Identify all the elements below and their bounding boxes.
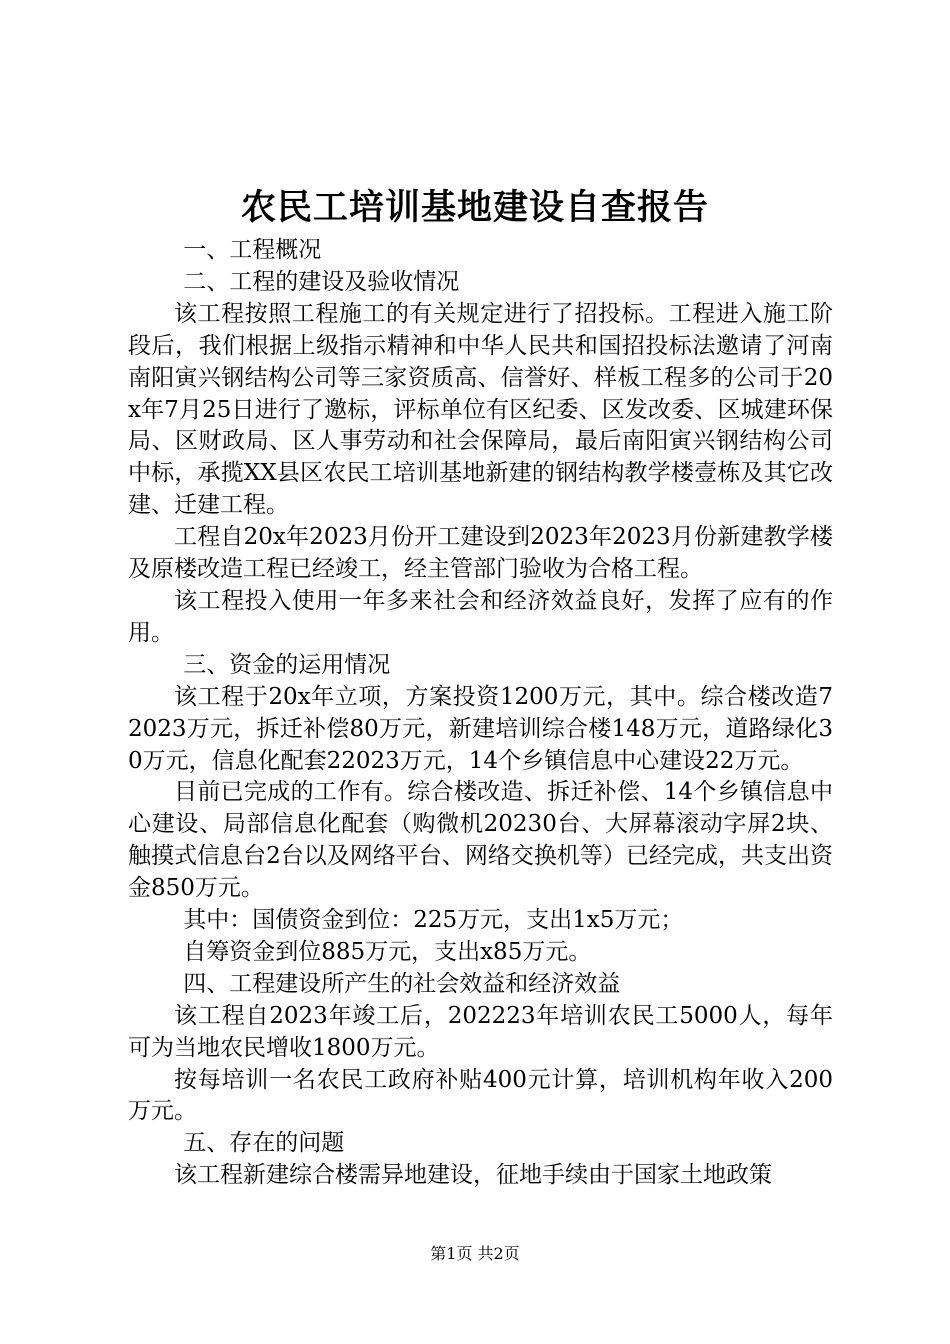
body-paragraph: 该工程按照工程施工的有关规定进行了招投标。工程进入施工阶段后，我们根据上级指示精神和中华人民共和国招投标法邀请了河南南阳寅兴钢结构公司等三家资质高、信誉好、样板工程多的公司于20x年7月25日进行了邀标，评标单位有区纪委、区发改委、区城建环保局、区财政局、区人事劳动和社会保障局，最后南阳寅兴钢结构公司中标，承揽XX县区农民工培训基地新建的钢结构教学楼壹栋及其它改建、迁建工程。 <box>128 300 833 519</box>
body-paragraph: 该工程新建综合楼需异地建设，征地手续由于国家土地政策 <box>174 1162 772 1189</box>
body-paragraph: 该工程于20x年立项，方案投资1200万元，其中。综合楼改造72023万元，拆迁补偿80万元，新建培训综合楼148万元，道路绿化30万元，信息化配套22023万元，14个乡镇信息中心建设22万元。 <box>128 683 833 774</box>
section-heading: 自筹资金到位885万元，支出x85万元。 <box>183 938 592 965</box>
body-paragraph: 工程自20x年2023月份开工建设到2023年2023月份新建教学楼及原楼改造工程已经竣工，经主管部门验收为合格工程。 <box>128 524 833 583</box>
section-heading: 四、工程建设所产生的社会效益和经济效益 <box>183 970 621 997</box>
body-paragraph: 该工程自2023年竣工后，202223年培训农民工5000人，每年可为当地农民增收1800万元。 <box>128 1002 833 1061</box>
section-heading: 一、工程概况 <box>183 237 322 263</box>
section-heading: 二、工程的建设及验收情况 <box>183 268 460 295</box>
body-paragraph: 按每培训一名农民工政府补贴400元计算，培训机构年收入200万元。 <box>128 1066 833 1125</box>
section-heading: 其中：国债资金到位：225万元，支出1x5万元； <box>183 907 684 934</box>
document-body <box>128 235 833 1192</box>
body-paragraph: 目前已完成的工作有。综合楼改造、拆迁补偿、14个乡镇信息中心建设、局部信息化配套（购微机20230台、大屏幕滚动字屏2块、触摸式信息台2台以及网络平台、网络交换机等）已经完成，共支出资金850万元。 <box>128 779 833 902</box>
body-paragraph: 该工程投入使用一年多来社会和经济效益良好，发挥了应有的作用。 <box>128 587 833 646</box>
document-title: 农民工培训基地建设自查报告 <box>240 187 709 228</box>
page-footer: 第1页 共2页 <box>430 1244 520 1263</box>
section-heading: 三、资金的运用情况 <box>183 651 391 678</box>
section-heading: 五、存在的问题 <box>183 1130 345 1157</box>
